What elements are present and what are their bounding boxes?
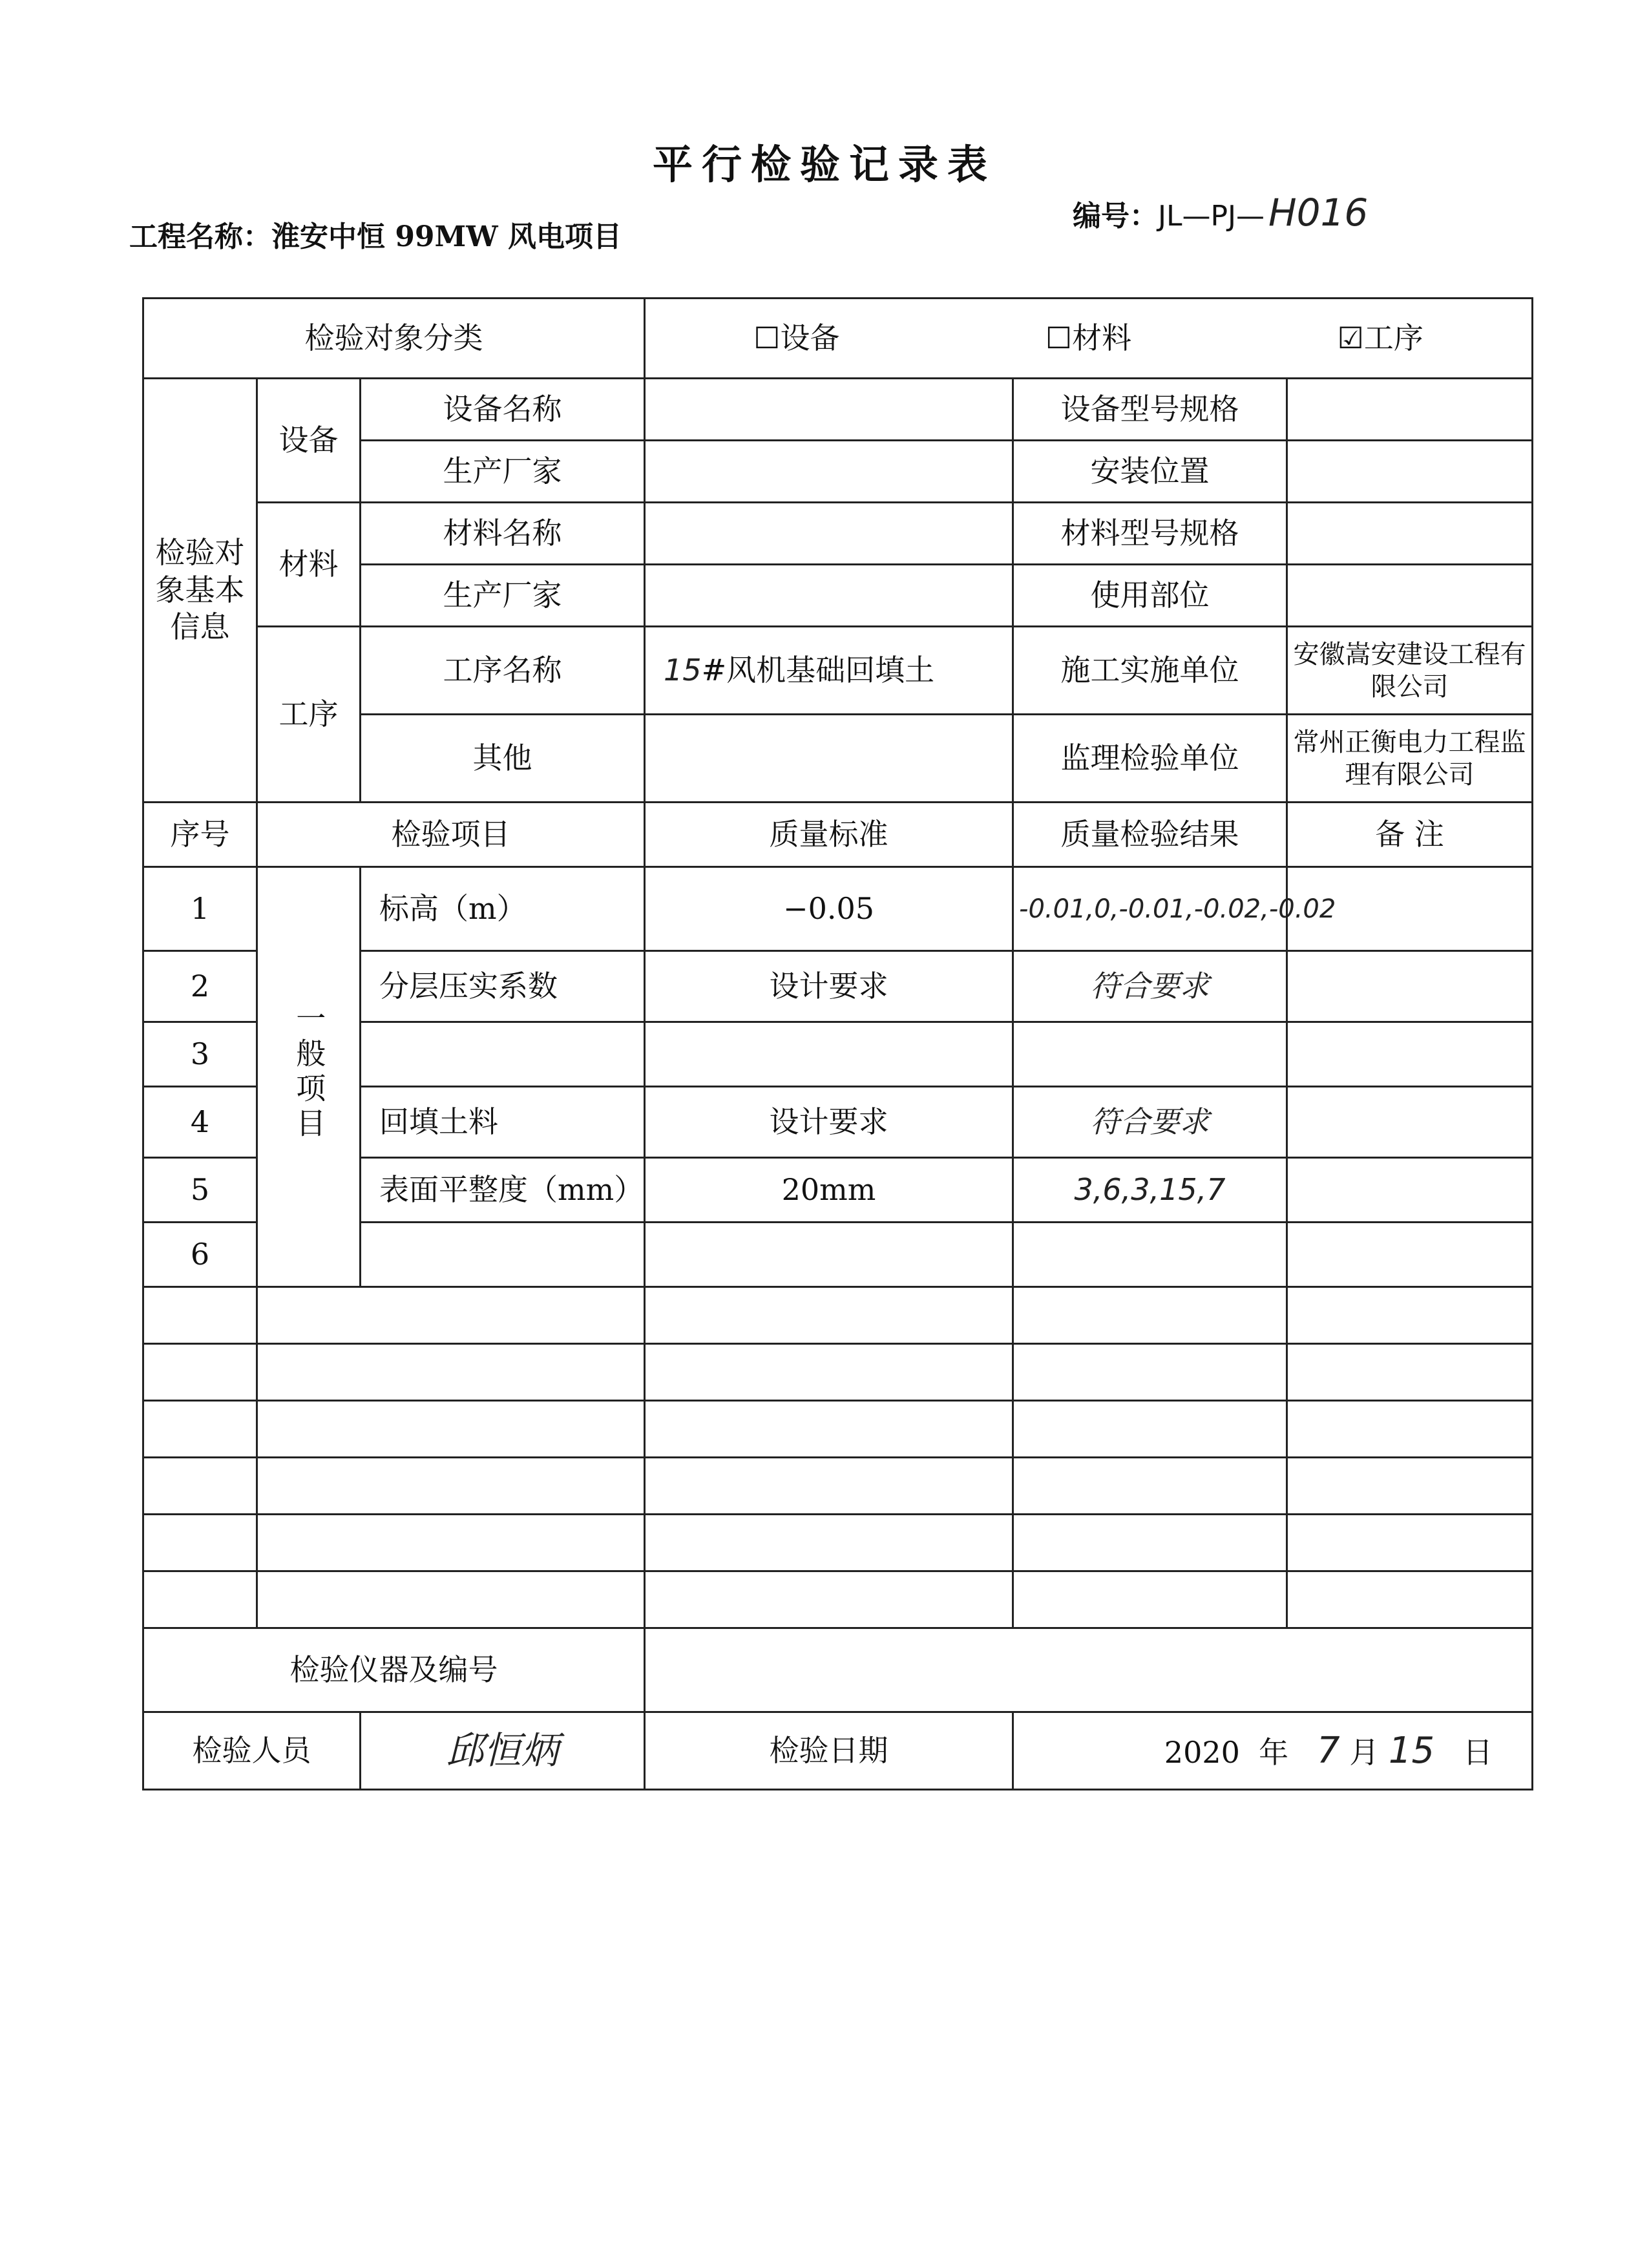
item-name: 回填土料 <box>361 1087 645 1158</box>
item-no: 1 <box>143 867 257 951</box>
material-name-value[interactable] <box>645 503 1013 565</box>
item-no: 4 <box>143 1087 257 1158</box>
project-name <box>129 213 622 255</box>
instrument-value[interactable] <box>645 1628 1533 1712</box>
item-no: 5 <box>143 1158 257 1223</box>
supervisor-label: 监理检验单位 <box>1013 715 1287 803</box>
project-label: 工程名称： <box>129 220 271 253</box>
form-title: 平行检验记录表 <box>652 141 996 188</box>
item-standard: −0.05 <box>645 867 1013 951</box>
empty-row <box>143 1571 1533 1628</box>
checkbox-equipment[interactable] <box>753 320 839 357</box>
header-no: 序号 <box>143 803 257 867</box>
contractor-label: 施工实施单位 <box>1013 627 1287 715</box>
category-options <box>645 299 1533 379</box>
empty-row <box>143 1287 1533 1344</box>
item-result[interactable]: 符合要求 <box>1013 1087 1287 1158</box>
header-remark: 备 注 <box>1287 803 1533 867</box>
contractor-value: 安徽嵩安建设工程有限公司 <box>1287 627 1533 715</box>
empty-row <box>143 1515 1533 1571</box>
process-other-value[interactable] <box>645 715 1013 803</box>
material-maker-label: 生产厂家 <box>361 565 645 627</box>
checkbox-process[interactable] <box>1338 320 1423 357</box>
item-no: 6 <box>143 1223 257 1287</box>
item-standard <box>645 1022 1013 1087</box>
item-remark[interactable] <box>1287 951 1533 1022</box>
item-result[interactable]: 3,6,3,15,7 <box>1013 1158 1287 1223</box>
equipment-maker-value[interactable] <box>645 441 1013 503</box>
item-remark[interactable] <box>1287 1087 1533 1158</box>
item-remark[interactable] <box>1287 1223 1533 1287</box>
item-result[interactable]: 符合要求 <box>1013 951 1287 1022</box>
item-name: 表面平整度（mm） <box>361 1158 645 1223</box>
item-remark[interactable] <box>1287 1158 1533 1223</box>
item-standard: 设计要求 <box>645 951 1013 1022</box>
date-label: 检验日期 <box>645 1712 1013 1790</box>
material-maker-value[interactable] <box>645 565 1013 627</box>
empty-row <box>143 1401 1533 1458</box>
supervisor-value: 常州正衡电力工程监理有限公司 <box>1287 715 1533 803</box>
table-row <box>143 867 1533 951</box>
inspection-table <box>142 297 1533 1790</box>
material-group-label: 材料 <box>257 503 361 627</box>
checkbox-process-label: 工序 <box>1363 320 1423 355</box>
item-result[interactable] <box>1013 1022 1287 1087</box>
project-value: 淮安中恒 99MW 风电项目 <box>271 220 622 253</box>
item-result[interactable]: -0.01,0,-0.01,-0.02,-0.02 <box>1013 867 1287 951</box>
date-day-unit: 日 <box>1463 1734 1493 1770</box>
checkbox-material-label: 材料 <box>1072 320 1132 355</box>
header-item: 检验项目 <box>257 803 645 867</box>
checkbox-material-mark: ☐ <box>1045 320 1073 355</box>
checkbox-material[interactable] <box>1045 320 1131 357</box>
process-group-label: 工序 <box>257 627 361 803</box>
equipment-row-1 <box>143 379 1533 441</box>
item-standard: 20mm <box>645 1158 1013 1223</box>
item-no: 3 <box>143 1022 257 1087</box>
process-name-text: #风机基础回填土 <box>701 652 935 688</box>
equipment-model-value[interactable] <box>1287 379 1533 441</box>
group-label <box>257 867 361 1287</box>
process-other-label: 其他 <box>361 715 645 803</box>
process-name-label: 工序名称 <box>361 627 645 715</box>
process-name-hand: 15 <box>664 652 702 688</box>
equipment-maker-label: 生产厂家 <box>361 441 645 503</box>
checkbox-equipment-mark: ☐ <box>753 320 781 355</box>
serial-handwritten: H016 <box>1268 191 1369 235</box>
equipment-model-label: 设备型号规格 <box>1013 379 1287 441</box>
equipment-name-label: 设备名称 <box>361 379 645 441</box>
material-model-label: 材料型号规格 <box>1013 503 1287 565</box>
category-label: 检验对象分类 <box>143 299 645 379</box>
equipment-group-label: 设备 <box>257 379 361 503</box>
inspector-label: 检验人员 <box>143 1712 361 1790</box>
item-name: 分层压实系数 <box>361 951 645 1022</box>
date-year-unit: 年 <box>1259 1734 1289 1770</box>
item-no: 2 <box>143 951 257 1022</box>
group-label-text: 一般项目 <box>291 1002 327 1142</box>
signature-row <box>143 1712 1533 1790</box>
material-part-label: 使用部位 <box>1013 565 1287 627</box>
item-name: 标高（m） <box>361 867 645 951</box>
date-value[interactable] <box>1013 1712 1533 1790</box>
process-row-1 <box>143 627 1533 715</box>
serial-label: 编号： <box>1073 200 1158 233</box>
items-header-row <box>143 803 1533 867</box>
process-name-value[interactable] <box>645 627 1013 715</box>
material-part-value[interactable] <box>1287 565 1533 627</box>
header-standard: 质量标准 <box>645 803 1013 867</box>
instrument-row <box>143 1628 1533 1712</box>
material-model-value[interactable] <box>1287 503 1533 565</box>
item-name <box>361 1223 645 1287</box>
item-standard <box>645 1223 1013 1287</box>
equipment-location-label: 安装位置 <box>1013 441 1287 503</box>
serial-printed: JL—PJ— <box>1158 200 1265 233</box>
item-name <box>361 1022 645 1087</box>
material-name-label: 材料名称 <box>361 503 645 565</box>
date-month: 7 <box>1317 1729 1340 1772</box>
basic-info-label: 检验对象基本信息 <box>143 379 257 803</box>
category-row <box>143 299 1533 379</box>
inspector-signature[interactable]: 邱恒炳 <box>361 1712 645 1790</box>
instrument-label: 检验仪器及编号 <box>143 1628 645 1712</box>
equipment-location-value[interactable] <box>1287 441 1533 503</box>
serial-number <box>1073 191 1368 235</box>
header-result: 质量检验结果 <box>1013 803 1287 867</box>
item-standard: 设计要求 <box>645 1087 1013 1158</box>
checkbox-equipment-label: 设备 <box>780 320 840 355</box>
empty-row <box>143 1344 1533 1401</box>
item-result[interactable] <box>1013 1223 1287 1287</box>
material-row-1 <box>143 503 1533 565</box>
date-year: 2020 <box>1164 1734 1240 1770</box>
date-month-unit: 月 <box>1349 1734 1380 1770</box>
item-remark[interactable] <box>1287 1022 1533 1087</box>
empty-row <box>143 1458 1533 1515</box>
checkbox-process-mark: ☑ <box>1337 320 1364 355</box>
equipment-name-value[interactable] <box>645 379 1013 441</box>
date-day: 15 <box>1388 1729 1435 1772</box>
